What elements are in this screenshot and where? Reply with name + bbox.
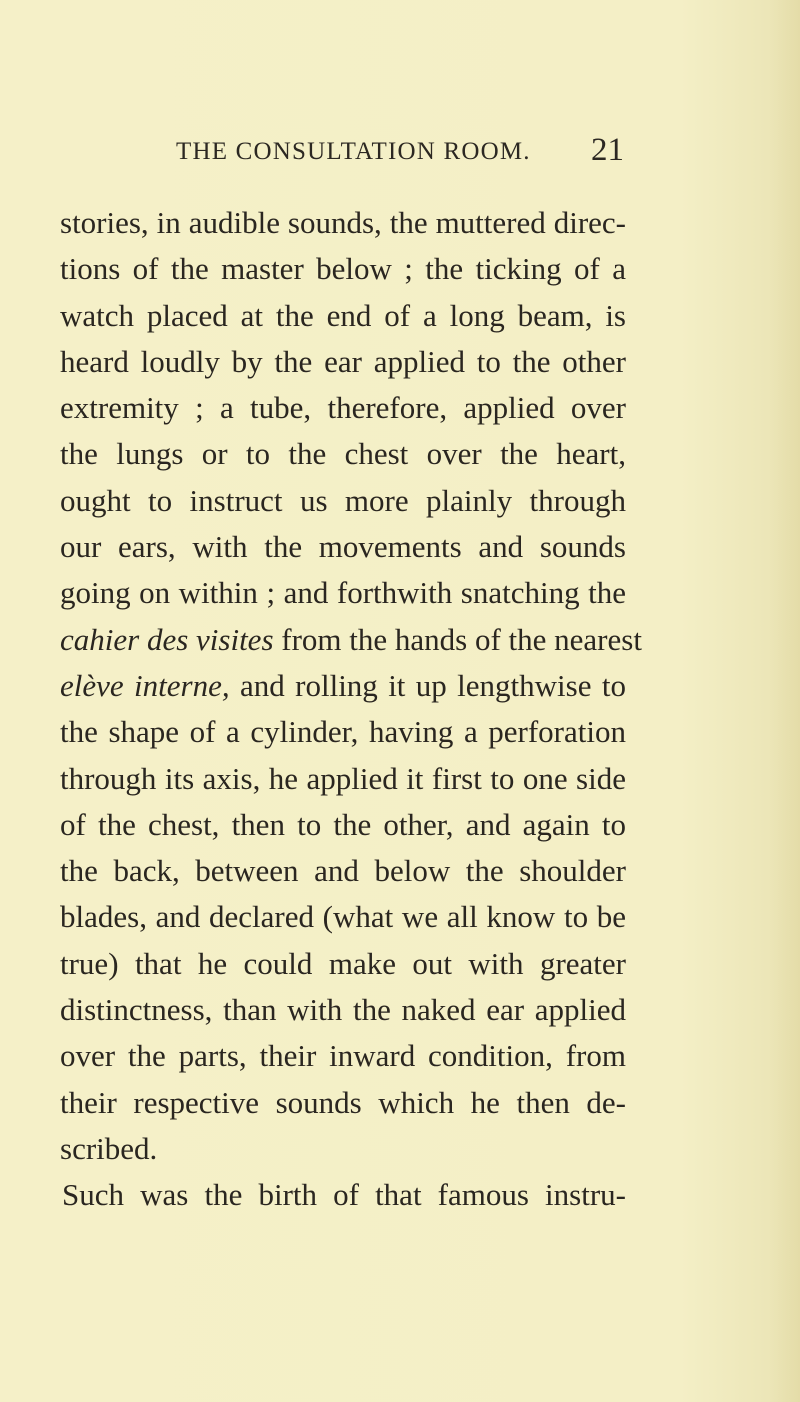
text-line: heard loudly by the ear applied to the other xyxy=(60,343,626,379)
text-line: of the chest, then to the other, and again to xyxy=(60,806,626,842)
text-line: elève interne, and rolling it up lengthwise to xyxy=(60,667,626,703)
text-line: our ears, with the movements and sounds xyxy=(60,529,626,565)
text-line: blades, and declared (what we all know to be xyxy=(60,899,626,935)
text-line: cahier des visites from the hands of the nearest xyxy=(60,621,642,657)
running-head xyxy=(176,132,624,178)
text-line: ought to instruct us more plainly through xyxy=(60,482,626,518)
text-line: true) that he could make out with greater xyxy=(60,945,626,981)
text-line: Such was the birth of that famous instru- xyxy=(62,1177,626,1213)
page-number: 21 xyxy=(591,132,624,168)
text-line: the lungs or to the chest over the heart, xyxy=(60,436,626,472)
text-line: their respective sounds which he then de- xyxy=(60,1084,626,1120)
text-line: extremity ; a tube, therefore, applied over xyxy=(60,390,626,426)
text-line: distinctness, than with the naked ear applied xyxy=(60,992,626,1028)
text-line: scribed. xyxy=(60,1130,158,1166)
text-line: tions of the master below ; the ticking of a xyxy=(60,251,626,287)
body-text xyxy=(60,200,642,1219)
text-line: stories, in audible sounds, the muttered direc- xyxy=(60,205,626,240)
text-line: over the parts, their inward condition, from xyxy=(60,1038,626,1074)
italic-phrase: elève interne, xyxy=(60,667,230,703)
text-line: watch placed at the end of a long beam, is xyxy=(60,297,626,333)
text-line: through its axis, he applied it first to one side xyxy=(60,760,626,796)
running-title: THE CONSULTATION ROOM. xyxy=(176,138,531,165)
italic-phrase: cahier des visites xyxy=(60,621,274,657)
text-line: going on within ; and forthwith snatching the xyxy=(60,575,626,611)
text-line: the shape of a cylinder, having a perforation xyxy=(60,714,626,750)
text-line: the back, between and below the shoulder xyxy=(60,853,626,889)
